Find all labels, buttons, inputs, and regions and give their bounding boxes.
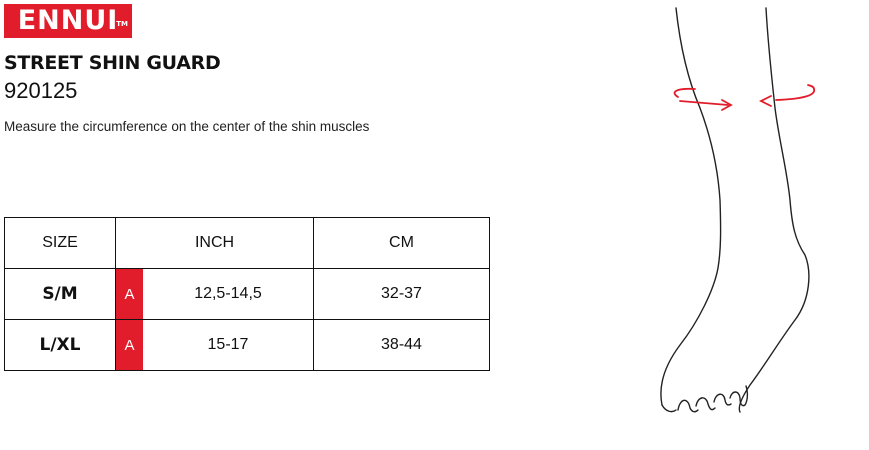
arrow-right-arc bbox=[776, 89, 814, 100]
size-cell: L/XL bbox=[5, 320, 116, 371]
product-title: STREET SHIN GUARD bbox=[4, 52, 221, 74]
header-cm: CM bbox=[314, 218, 490, 269]
leg-measurement-illustration bbox=[600, 0, 869, 450]
size-cell: S/M bbox=[5, 269, 116, 320]
arrow-left-arc bbox=[675, 89, 695, 97]
measure-tag: A bbox=[116, 320, 144, 371]
cm-cell: 32-37 bbox=[314, 269, 490, 320]
brand-logo-text: ENNUI bbox=[17, 5, 119, 36]
arrow-right-tail bbox=[808, 85, 814, 89]
leg-outline bbox=[661, 8, 809, 412]
table-row bbox=[5, 269, 490, 320]
header-inch: INCH bbox=[116, 218, 314, 269]
arrow-left-shaft bbox=[680, 101, 728, 105]
table-row bbox=[5, 320, 490, 371]
table-header-row bbox=[5, 218, 490, 269]
inch-cell: 15-17 bbox=[143, 320, 314, 371]
header-size: SIZE bbox=[5, 218, 116, 269]
size-table bbox=[4, 217, 490, 371]
measure-tag: A bbox=[116, 269, 144, 320]
brand-logo bbox=[4, 4, 132, 38]
inch-cell: 12,5-14,5 bbox=[143, 269, 314, 320]
product-code: 920125 bbox=[4, 78, 78, 103]
trademark-mark: TM bbox=[116, 20, 128, 28]
cm-cell: 38-44 bbox=[314, 320, 490, 371]
measure-instruction: Measure the circumference on the center of the shin muscles bbox=[4, 119, 370, 134]
arrow-right-head bbox=[761, 96, 771, 106]
